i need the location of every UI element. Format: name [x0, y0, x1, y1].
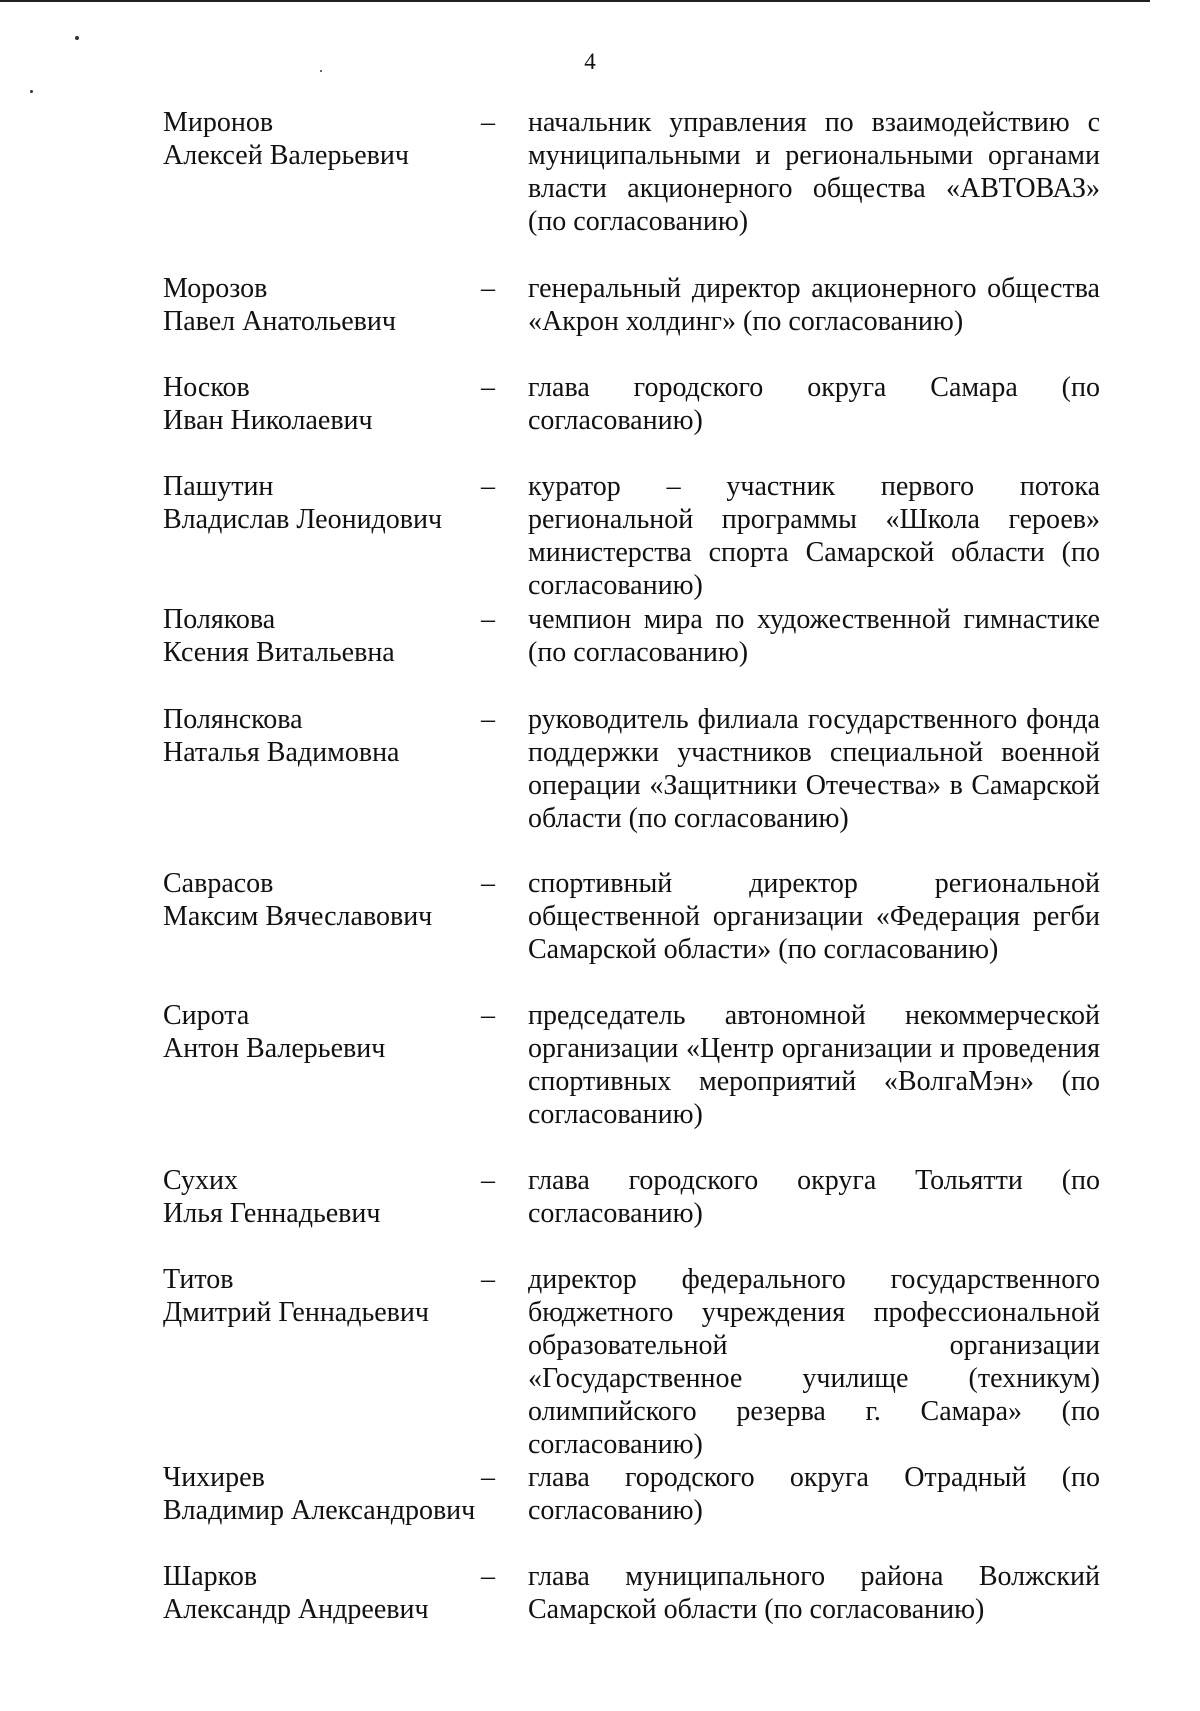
member-entry: [163, 470, 1100, 602]
page-number: 4: [584, 49, 596, 74]
member-surname: Шарков: [163, 1561, 258, 1592]
entry-dash: –: [481, 1561, 495, 1592]
entry-dash: –: [481, 372, 495, 403]
member-name: [163, 867, 481, 966]
member-given-names: Владимир Александрович: [163, 1495, 476, 1526]
member-surname: Сухих: [163, 1165, 238, 1196]
entry-dash: –: [481, 1462, 495, 1493]
member-surname: Чихирев: [163, 1462, 265, 1493]
member-name: [163, 106, 481, 238]
scan-speck: [75, 36, 79, 40]
member-surname: Миронов: [163, 107, 274, 138]
member-name: [163, 470, 481, 602]
member-role: председатель автономной некоммерческой организации «Центр организации и проведения спортивных мероприятий «ВолгаМэн» (по согласованию): [528, 1000, 1100, 1130]
member-given-names: Павел Анатольевич: [163, 306, 396, 337]
member-entry: [163, 867, 1100, 966]
member-entry: [163, 1560, 1100, 1626]
member-surname: Сирота: [163, 1000, 250, 1031]
entry-dash: –: [481, 1264, 495, 1295]
entry-dash: –: [481, 471, 495, 502]
member-role: директор федерального государственного бюджетного учреждения профессиональной образовательной организации «Государственное училище (техникум) олимпийского резерва г. Самара» (по согласованию): [528, 1264, 1100, 1460]
member-entry: [163, 1263, 1100, 1461]
member-given-names: Дмитрий Геннадьевич: [163, 1297, 429, 1328]
member-given-names: Ксения Витальевна: [163, 637, 395, 668]
member-name: [163, 1560, 481, 1626]
member-surname: Саврасов: [163, 868, 274, 899]
member-role: чемпион мира по художественной гимнастике (по согласованию): [528, 604, 1100, 668]
member-entry: [163, 999, 1100, 1131]
member-name: [163, 1263, 481, 1461]
member-role: глава городского округа Отрадный (по согласованию): [528, 1462, 1100, 1526]
member-name: [163, 999, 481, 1131]
entry-dash: –: [481, 604, 495, 635]
entry-dash: –: [481, 107, 495, 138]
member-name: [163, 703, 481, 835]
member-given-names: Наталья Вадимовна: [163, 737, 400, 768]
member-surname: Морозов: [163, 273, 268, 304]
member-role: руководитель филиала государственного фонда поддержки участников специальной военной операции «Защитники Отечества» в Самарской области (по согласованию): [528, 704, 1100, 834]
scan-speck: [30, 90, 33, 93]
entry-dash: –: [481, 704, 495, 735]
member-role: глава городского округа Самара (по согласованию): [528, 372, 1100, 436]
member-surname: Титов: [163, 1264, 234, 1295]
member-name: [163, 371, 481, 437]
member-entry: [163, 371, 1100, 437]
member-given-names: Иван Николаевич: [163, 405, 373, 436]
member-given-names: Антон Валерьевич: [163, 1033, 386, 1064]
member-entry: [163, 603, 1100, 669]
member-given-names: Александр Андреевич: [163, 1594, 429, 1625]
member-name: [163, 1164, 481, 1230]
scan-top-edge-line: [0, 0, 1150, 2]
member-entry: [163, 106, 1100, 238]
member-surname: Пашутин: [163, 471, 274, 502]
member-given-names: Алексей Валерьевич: [163, 140, 409, 171]
member-role: куратор – участник первого потока региональной программы «Школа героев» министерства спорта Самарской области (по согласованию): [528, 471, 1100, 601]
member-name: [163, 272, 481, 338]
member-name: [163, 603, 481, 669]
entry-dash: –: [481, 868, 495, 899]
member-surname: Носков: [163, 372, 250, 403]
member-role: начальник управления по взаимодействию с муниципальными и региональными органами власти акционерного общества «АВТОВАЗ» (по согласованию): [528, 107, 1100, 237]
member-role: спортивный директор региональной общественной организации «Федерация регби Самарской области» (по согласованию): [528, 868, 1100, 965]
entry-dash: –: [481, 1000, 495, 1031]
member-name: [163, 1461, 481, 1527]
member-role: глава муниципального района Волжский Самарской области (по согласованию): [528, 1561, 1100, 1625]
member-surname: Полякова: [163, 604, 276, 635]
member-entry: [163, 272, 1100, 338]
member-entry: [163, 1461, 1100, 1527]
member-given-names: Илья Геннадьевич: [163, 1198, 381, 1229]
member-role: глава городского округа Тольятти (по согласованию): [528, 1165, 1100, 1229]
entry-dash: –: [481, 273, 495, 304]
member-entry: [163, 1164, 1100, 1230]
member-entry: [163, 703, 1100, 835]
member-role: генеральный директор акционерного общества «Акрон холдинг» (по согласованию): [528, 273, 1100, 337]
member-given-names: Максим Вячеславович: [163, 901, 433, 932]
member-given-names: Владислав Леонидович: [163, 504, 443, 535]
member-surname: Полянскова: [163, 704, 303, 735]
entry-dash: –: [481, 1165, 495, 1196]
